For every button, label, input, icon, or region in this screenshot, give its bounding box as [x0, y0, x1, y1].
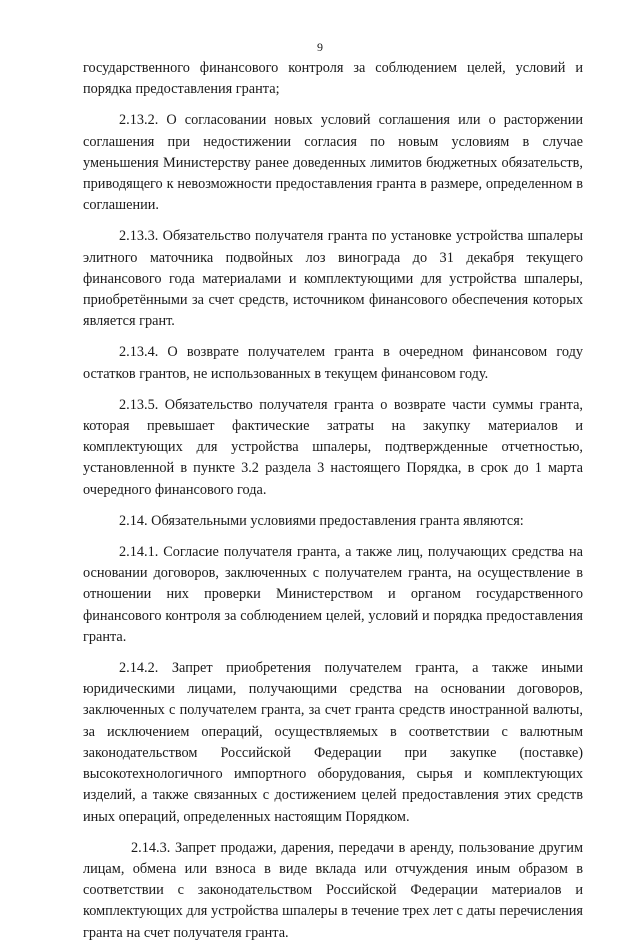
paragraph-2-13-2: 2.13.2. О согласовании новых условий соглашения или о расторжении соглашения при недостижении согласия по новым условиям в случае уменьшения Министерству ранее доведенных лимитов бюджетных обязательств, приводящего к невозможности предоставления гранта в размере, определенном в соглашении. [83, 112, 583, 214]
paragraph-2-14-2: 2.14.2. Запрет приобретения получателем гранта, а также иными юридическими лицами, получающими средства на основании договоров, заключенных с получателем гранта, за счет гранта средств иностранной валюты, за исключением операций, осуществляемых в соответствии с валютным законодательством Российской Федерации при закупке (поставке) высокотехнологичного импортного оборудования, сырья и комплектующих изделий, а также связанных с достижением целей предоставления этих средств иных операций, определенных настоящим Порядком. [83, 660, 583, 825]
paragraph-2-13-4: 2.13.4. О возврате получателем гранта в очередном финансовом году остатков грантов, не использованных в текущем финансовом году. [83, 344, 583, 382]
paragraph-2-14-3: 2.14.3. Запрет продажи, дарения, передачи в аренду, пользование другим лицам, обмена или взноса в виде вклада или отчуждения иным образом в соответствии с законодательством Российской Федерации материалов и комплектующих для устройства шпалеры в течение трех лет с даты перечисления гранта на счет получателя гранта. [83, 839, 583, 941]
document-body [83, 58, 583, 944]
page-number: 9 [317, 40, 323, 54]
paragraph-2-13-3: 2.13.3. Обязательство получателя гранта по установке устройства шпалеры элитного маточника подвойных лоз винограда до 31 декабря текущего финансового года материалами и комплектующими для устройства шпалеры, приобретёнными за счет средств, источником финансового обеспечения которых является грант. [83, 228, 583, 330]
paragraph-2-13-5: 2.13.5. Обязательство получателя гранта о возврате части суммы гранта, которая превышает фактические затраты на закупку материалов и комплектующих для устройства шпалеры, подтвержденные отчетностью, установленной в пункте 3.2 раздела 3 настоящего Порядка, в срок до 1 марта очередного финансового года. [83, 396, 583, 498]
paragraph-continuation: государственного финансового контроля за соблюдением целей, условий и порядка предоставления гранта; [83, 60, 583, 98]
paragraph-2-14-1: 2.14.1. Согласие получателя гранта, а также лиц, получающих средства на основании договоров, заключенных с получателем гранта, на осуществление в отношении них проверки Министерством и органом государственного финансового контроля за соблюдением целей, условий и порядка предоставления гранта. [83, 544, 583, 645]
paragraph-2-14: 2.14. Обязательными условиями предоставления гранта являются: [119, 512, 524, 529]
